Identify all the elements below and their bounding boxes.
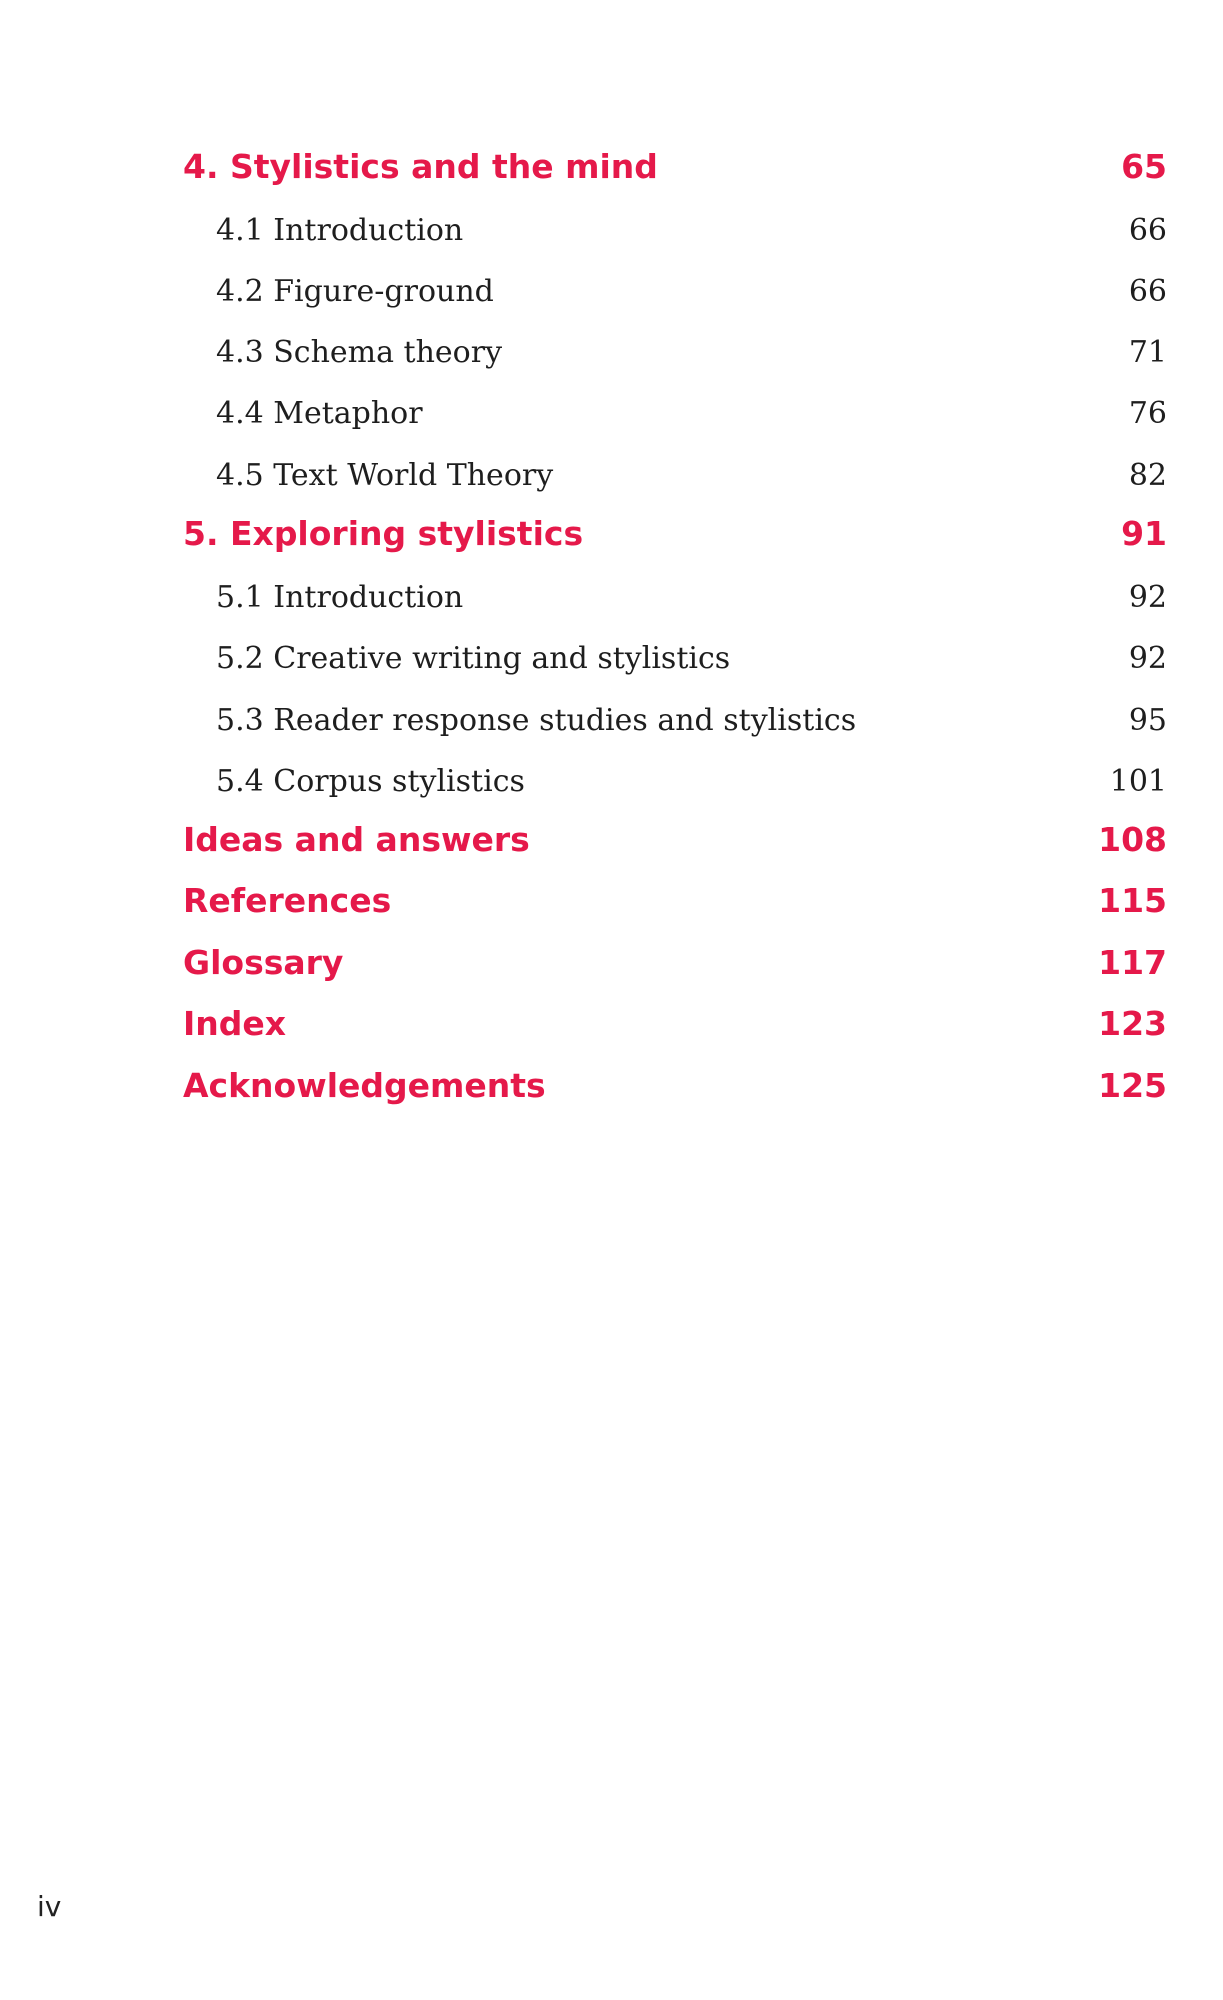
- toc-entry-page: 115: [1098, 881, 1167, 920]
- toc-section-4-3: [0, 328, 1223, 378]
- toc-ideas-and-answers: [0, 815, 1223, 865]
- toc-entry-page: 125: [1098, 1066, 1167, 1105]
- toc-entry-title: 4.4 Metaphor: [216, 396, 423, 431]
- toc-chapter-5: [0, 509, 1223, 559]
- toc-entry-page: 65: [1121, 147, 1167, 186]
- toc-entry-page: 66: [1128, 274, 1167, 309]
- toc-entry-page: 71: [1128, 335, 1167, 370]
- toc-index: [0, 999, 1223, 1049]
- toc-section-4-1: [0, 206, 1223, 256]
- toc-entry-title: References: [183, 881, 392, 920]
- toc-entry-title: 5.4 Corpus stylistics: [216, 764, 525, 799]
- toc-entry-page: 92: [1128, 641, 1167, 676]
- toc-entry-page: 91: [1121, 514, 1167, 553]
- page-number: iv: [37, 1890, 62, 1923]
- toc-entry-title: 4.1 Introduction: [216, 213, 464, 248]
- toc-chapter-4: [0, 142, 1223, 192]
- toc-section-5-4: [0, 757, 1223, 807]
- toc-entry-page: 82: [1128, 458, 1167, 493]
- toc-entry-title: 5.2 Creative writing and stylistics: [216, 641, 731, 676]
- toc-section-4-2: [0, 267, 1223, 317]
- toc-entry-page: 117: [1098, 943, 1167, 982]
- toc-entry-title: 4. Stylistics and the mind: [183, 147, 658, 186]
- toc-glossary: [0, 938, 1223, 988]
- toc-section-4-4: [0, 389, 1223, 439]
- toc-entry-title: 4.2 Figure-ground: [216, 274, 494, 309]
- toc-entry-title: 5.1 Introduction: [216, 580, 464, 615]
- toc-references: [0, 876, 1223, 926]
- toc-acknowledgements: [0, 1061, 1223, 1111]
- toc-entry-page: 76: [1128, 396, 1167, 431]
- toc-entry-page: 108: [1098, 820, 1167, 859]
- toc-section-4-5: [0, 451, 1223, 501]
- toc-entry-title: Ideas and answers: [183, 820, 530, 859]
- toc-entry-title: 5. Exploring stylistics: [183, 514, 584, 553]
- toc-entry-page: 123: [1098, 1004, 1167, 1043]
- toc-entry-title: 4.3 Schema theory: [216, 335, 503, 370]
- toc-section-5-1: [0, 573, 1223, 623]
- toc-section-5-3: [0, 696, 1223, 746]
- toc-section-5-2: [0, 634, 1223, 684]
- toc-entry-title: Glossary: [183, 943, 344, 982]
- toc-entry-page: 101: [1109, 764, 1167, 799]
- toc-entry-title: Acknowledgements: [183, 1066, 546, 1105]
- toc-entry-title: 4.5 Text World Theory: [216, 458, 554, 493]
- toc-entry-title: Index: [183, 1004, 287, 1043]
- toc-entry-page: 95: [1128, 703, 1167, 738]
- toc-entry-page: 66: [1128, 213, 1167, 248]
- toc-entry-title: 5.3 Reader response studies and stylistics: [216, 703, 857, 738]
- toc-entry-page: 92: [1128, 580, 1167, 615]
